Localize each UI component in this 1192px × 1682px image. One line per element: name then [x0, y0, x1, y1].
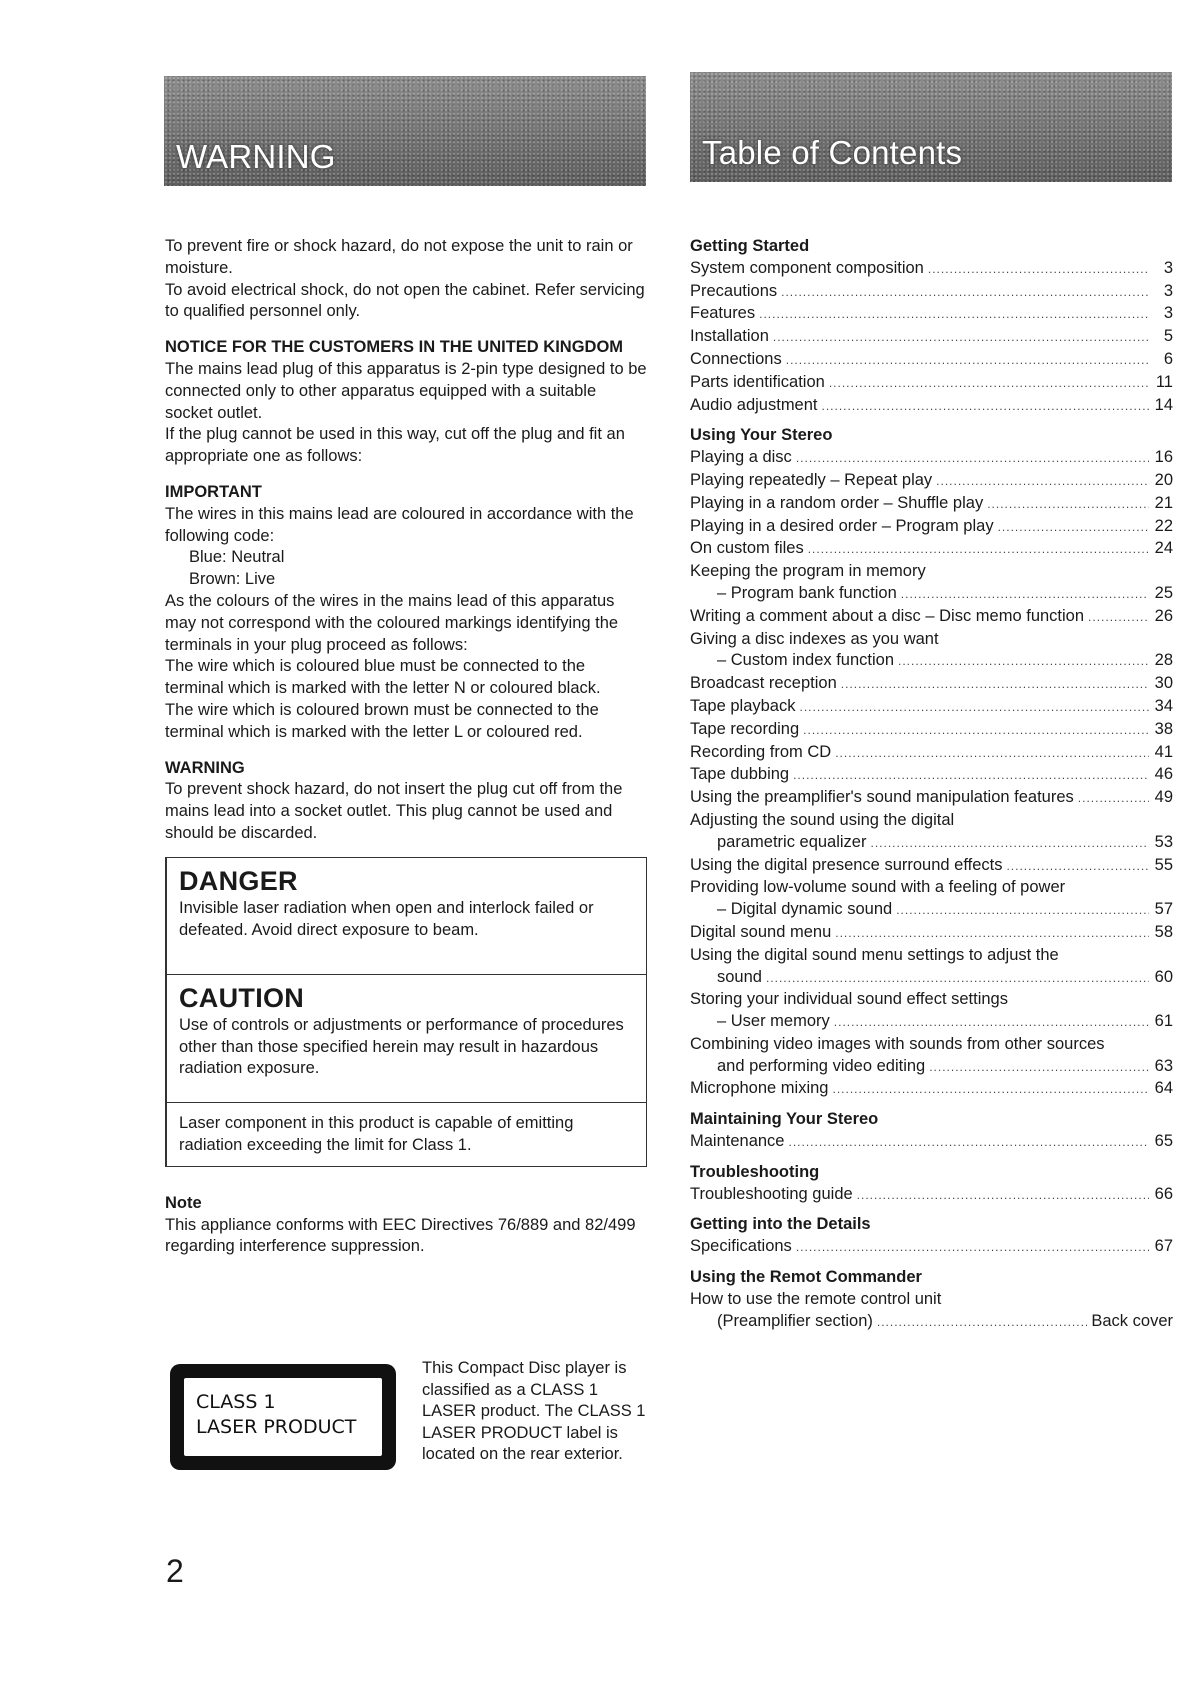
toc-entry-label: Playing repeatedly – Repeat play [690, 470, 933, 489]
toc-entry-label: On custom files [690, 539, 804, 558]
important-heading: IMPORTANT [165, 482, 262, 501]
intro-paragraph: To prevent fire or shock hazard, do not expose the unit to rain or moisture. [165, 237, 633, 277]
toc-entry-label: Tape dubbing [690, 765, 790, 784]
toc-entry-page: 20 [1154, 470, 1173, 489]
caution-box [165, 975, 646, 1103]
toc-entry-label: Playing in a desired order – Program play [690, 516, 994, 535]
toc-entry-page: 3 [1163, 258, 1173, 277]
toc-entry-label: Features [690, 304, 756, 323]
toc-entry[interactable] [690, 832, 1173, 855]
toc-entry-line: Providing low-volume sound with a feeling of power [690, 878, 1066, 897]
warning-column [165, 236, 647, 1258]
laser-component-box [165, 1103, 646, 1167]
toc-entry-line: Keeping the program in memory [690, 562, 926, 581]
toc-entry[interactable] [690, 538, 1173, 561]
toc-entry-line: Using the digital sound menu settings to adjust the [690, 945, 1059, 964]
toc-section-heading: Using the Remot Commander [690, 1268, 922, 1287]
laser-safety-box [165, 857, 647, 1167]
toc-entry-page: 26 [1154, 606, 1173, 625]
laser-component-text: Laser component in this product is capable of emitting radiation exceeding the limit for Class 1. [179, 1113, 574, 1154]
toc-entry-page: 66 [1154, 1184, 1173, 1203]
toc-section-heading: Getting Started [690, 237, 810, 255]
laser-description: This Compact Disc player is classified as a CLASS 1 LASER product. The CLASS 1 LASER PRODUCT label is located on the rear exterior. [422, 1359, 646, 1463]
toc-entry[interactable] [690, 395, 1173, 418]
toc-entry[interactable] [690, 1311, 1173, 1334]
toc-entry-line: Storing your individual sound effect settings [690, 990, 1008, 1009]
toc-entry[interactable] [690, 1131, 1173, 1154]
toc-entry[interactable] [690, 606, 1173, 629]
toc-entry-label: Connections [690, 349, 782, 368]
toc-entry[interactable] [690, 372, 1173, 395]
toc-entry[interactable] [690, 349, 1173, 372]
toc-entry-label: – Digital dynamic sound [717, 900, 893, 919]
class1-laser-label [170, 1364, 396, 1470]
toc-banner [690, 72, 1172, 182]
toc-entry-page: 57 [1154, 900, 1173, 919]
caution-title: CAUTION [179, 982, 305, 1013]
danger-box [165, 857, 646, 975]
toc-entry-page: 3 [1163, 281, 1173, 300]
toc-entry-page: 5 [1163, 327, 1173, 346]
toc-entry[interactable] [690, 1184, 1173, 1207]
toc-entry-line: Giving a disc indexes as you want [690, 629, 939, 648]
toc-entry-label: – User memory [717, 1012, 830, 1031]
toc-entry-page: 49 [1154, 788, 1173, 807]
toc-entry-label: and performing video editing [717, 1056, 926, 1075]
toc-entry-page: 61 [1154, 1012, 1173, 1031]
toc-entry-label: Writing a comment about a disc – Disc memo function [690, 606, 1085, 625]
note-heading: Note [165, 1193, 202, 1212]
toc-entry[interactable] [690, 1011, 1173, 1034]
toc-entry-label: Using the preamplifier's sound manipulation features [690, 788, 1074, 807]
intro-paragraph: To avoid electrical shock, do not open the cabinet. Refer servicing to qualified personnel only. [165, 280, 645, 321]
toc-entry-label: sound [717, 967, 762, 986]
toc-section-heading: Using Your Stereo [690, 426, 833, 445]
toc-entry-label: Digital sound menu [690, 922, 832, 941]
toc-entry[interactable] [690, 922, 1173, 945]
toc-entry-line: How to use the remote control unit [690, 1289, 942, 1308]
toc-entry-label: Precautions [690, 281, 778, 300]
toc-entry[interactable] [690, 855, 1173, 878]
laser-label-line2: LASER PRODUCT [196, 1416, 357, 1438]
toc-entry-page: 28 [1154, 651, 1173, 670]
toc-entry[interactable] [690, 742, 1173, 765]
toc-entry-label: Maintenance [690, 1132, 785, 1151]
toc-entry[interactable] [690, 583, 1173, 606]
toc-entry-page: 16 [1154, 448, 1173, 467]
toc-entry[interactable] [690, 764, 1173, 787]
toc-entry[interactable] [690, 516, 1173, 539]
toc-entry-label: Broadcast reception [690, 674, 837, 693]
danger-title: DANGER [179, 865, 298, 896]
toc-entry-page: 34 [1154, 696, 1173, 715]
page-number: 2 [166, 1553, 184, 1589]
important-paragraph: The wires in this mains lead are coloured in accordance with the following code: [165, 504, 634, 545]
toc-entry-label: (Preamplifier section) [717, 1311, 873, 1330]
toc-entry-page: 41 [1154, 742, 1173, 761]
toc-entry-label: Recording from CD [690, 742, 832, 761]
toc-entry[interactable] [690, 493, 1173, 516]
wire-code-brown: Brown: Live [189, 570, 276, 589]
warning-banner [164, 76, 646, 186]
toc-entry-label: Playing a disc [690, 448, 792, 467]
toc-entry[interactable] [690, 303, 1173, 326]
toc-entry-page: 3 [1163, 304, 1173, 323]
note-text: This appliance conforms with EEC Directives 76/889 and 82/499 regarding interference suppression. [165, 1215, 636, 1256]
toc-entry[interactable] [690, 787, 1173, 810]
toc-entry-label: Playing in a random order – Shuffle play [690, 493, 984, 512]
toc-entry-label: Tape recording [690, 719, 800, 738]
caution-text: Use of controls or adjustments or performance of procedures other than those specified herein may result in hazardous radiation exposure. [179, 1015, 624, 1078]
toc-entry-page: 67 [1154, 1237, 1173, 1256]
important-paragraph: The wire which is coloured blue must be connected to the terminal which is marked with the letter N or coloured black. [165, 657, 601, 698]
warning-heading: WARNING [165, 758, 245, 777]
toc-entry-line: Adjusting the sound using the digital [690, 810, 955, 829]
toc-entry-label: Specifications [690, 1237, 792, 1256]
toc-entry-page: 21 [1154, 493, 1173, 512]
toc-section-heading: Troubleshooting [690, 1162, 820, 1181]
toc-entry[interactable] [690, 967, 1173, 990]
toc-entry[interactable] [690, 650, 1173, 673]
toc-entry-page: 38 [1154, 719, 1173, 738]
toc-entry-line: Combining video images with sounds from other sources [690, 1034, 1105, 1053]
toc-entry-page: 65 [1154, 1132, 1173, 1151]
toc-section-heading: Maintaining Your Stereo [690, 1110, 879, 1129]
toc-entry-label: – Custom index function [717, 651, 895, 670]
toc-entry-label: parametric equalizer [717, 832, 867, 851]
toc-entry-label: Parts identification [690, 372, 825, 391]
warning-title: WARNING [176, 138, 336, 175]
toc-entry-page: Back cover [1091, 1311, 1173, 1330]
toc-entry-label: Audio adjustment [690, 395, 818, 414]
toc-entry[interactable] [690, 470, 1173, 493]
uk-notice-paragraph: If the plug cannot be used in this way, cut off the plug and fit an appropriate one as follows: [165, 425, 625, 466]
toc-entry[interactable] [690, 281, 1173, 304]
toc-entry-page: 6 [1163, 349, 1173, 368]
toc-entry-page: 30 [1154, 674, 1173, 693]
toc-entry[interactable] [690, 673, 1173, 696]
toc-entry-page: 46 [1154, 765, 1173, 784]
toc-entry-page: 25 [1154, 583, 1173, 602]
toc-entry-page: 64 [1154, 1079, 1173, 1098]
toc-title: Table of Contents [702, 134, 963, 171]
danger-text: Invisible laser radiation when open and interlock failed or defeated. Avoid direct exposure to beam. [179, 898, 594, 939]
toc-column [690, 236, 1173, 1333]
toc-entry-page: 58 [1154, 922, 1173, 941]
toc-entry-page: 60 [1154, 967, 1173, 986]
important-paragraph: As the colours of the wires in the mains lead of this apparatus may not correspond with the coloured markings identifying the terminals in your plug proceed as follows: [165, 591, 619, 654]
toc-entry[interactable] [690, 1078, 1173, 1101]
toc-entry[interactable] [690, 1056, 1173, 1079]
toc-entry-label: Tape playback [690, 696, 796, 715]
uk-notice-paragraph: The mains lead plug of this apparatus is 2-pin type designed to be connected only to other apparatus equipped with a suitable socket outlet. [165, 359, 647, 422]
uk-notice-heading: NOTICE FOR THE CUSTOMERS IN THE UNITED KINGDOM [165, 338, 624, 357]
toc-entry[interactable] [690, 258, 1173, 281]
toc-entry-page: 53 [1154, 832, 1173, 851]
toc-entry-label: Using the digital presence surround effects [690, 855, 1003, 874]
toc-entry[interactable] [690, 326, 1173, 349]
wire-code-blue: Blue: Neutral [189, 548, 285, 567]
toc-entry-label: Installation [690, 327, 769, 346]
toc-section-heading: Getting into the Details [690, 1215, 871, 1234]
toc-entry[interactable] [690, 1236, 1173, 1259]
toc-entry[interactable] [690, 696, 1173, 719]
toc-entry-page: 55 [1154, 855, 1173, 874]
warning-paragraph: To prevent shock hazard, do not insert the plug cut off from the mains lead into a socket outlet. This plug cannot be used and should be discarded. [165, 780, 623, 842]
toc-entry-label: Microphone mixing [690, 1079, 829, 1098]
toc-entry-label: – Program bank function [717, 583, 897, 602]
toc-entry-page: 24 [1154, 539, 1173, 558]
important-paragraph: The wire which is coloured brown must be connected to the terminal which is marked with the letter L or coloured red. [165, 700, 599, 741]
toc-entry[interactable] [690, 719, 1173, 742]
toc-entry[interactable] [690, 447, 1173, 470]
toc-entry-page: 63 [1154, 1056, 1173, 1075]
toc-entry-page: 14 [1154, 395, 1173, 414]
toc-entry-label: Troubleshooting guide [690, 1184, 853, 1203]
toc-entry-page: 22 [1154, 516, 1173, 535]
toc-entry-label: System component composition [690, 258, 924, 277]
laser-label-line1: CLASS 1 [196, 1391, 276, 1413]
toc-entry[interactable] [690, 899, 1173, 922]
toc-entry-page: 11 [1155, 372, 1173, 391]
